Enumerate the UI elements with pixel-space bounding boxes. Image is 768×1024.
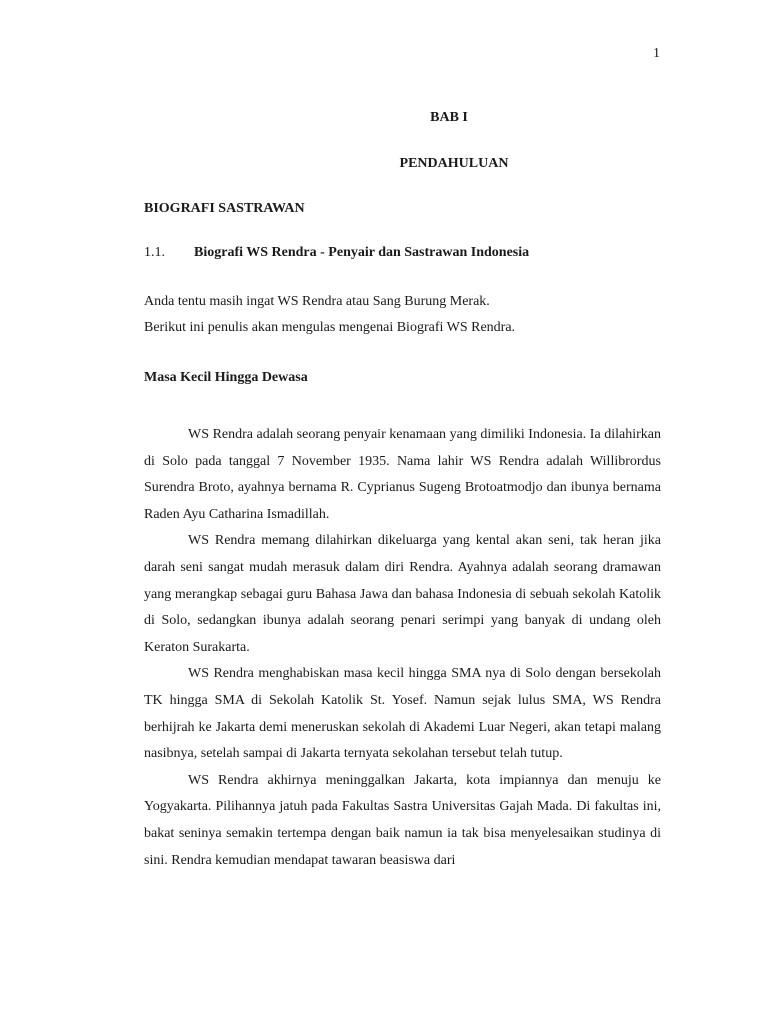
chapter-title: PENDAHULUAN [399,156,509,171]
body-paragraph: WS Rendra memang dilahirkan dikeluarga yang kental akan seni, tak heran jika darah seni sangat mudah merasuk dalam diri Rendra. Ayahnya adalah seorang dramawan yang merangkap sebagai guru Bahasa Jawa dan bahasa Indonesia di sebuah sekolah Katolik di Solo, sedangkan ibunya adalah seorang penari serimpi yang banyak di undang oleh Keraton Surakarta. [144,533,661,655]
body-paragraph: WS Rendra adalah seorang penyair kenamaan yang dimiliki Indonesia. Ia dilahirkan di Solo pada tanggal 7 November 1935. Nama lahir WS Rendra adalah Willibrordus Surendra Broto, ayahnya bernama R. Cyprianus Sugeng Brotoatmodjo dan ibunya bernama Raden Ayu Catharina Ismadillah. [144,427,661,522]
subheading: Masa Kecil Hingga Dewasa [144,370,308,385]
page-number: 1 [653,46,660,61]
subsection-title: Biografi WS Rendra - Penyair dan Sastrawan Indonesia [194,245,530,260]
body-paragraph: WS Rendra akhirnya meninggalkan Jakarta, kota impiannya dan menuju ke Yogyakarta. Pilihannya jatuh pada Fakultas Sastra Universitas Gajah Mada. Di fakultas ini, bakat seninya semakin tertempa dengan baik namun ia tak bisa menyelesaikan studinya di sini. Rendra kemudian mendapat tawaran beasiswa dari [144,772,661,868]
section-title: BIOGRAFI SASTRAWAN [144,201,305,216]
body-paragraph: WS Rendra menghabiskan masa kecil hingga SMA nya di Solo dengan bersekolah TK hingga SMA di Sekolah Katolik St. Yosef. Namun sejak lulus SMA, WS Rendra berhijrah ke Jakarta demi meneruskan sekolah di Akademi Luar Negeri, akan tetapi malang nasibnya, setelah sampai di Jakarta ternyata sekolahan tersebut telah tutup. [144,666,661,762]
chapter-label: BAB I [430,110,468,125]
intro-paragraph: Anda tentu masih ingat WS Rendra atau Sang Burung Merak. Berikut ini penulis akan mengulas mengenai Biografi WS Rendra. [144,294,516,335]
subsection-heading [144,245,529,261]
body-text [144,422,661,874]
subsection-number: 1.1. [144,245,165,260]
